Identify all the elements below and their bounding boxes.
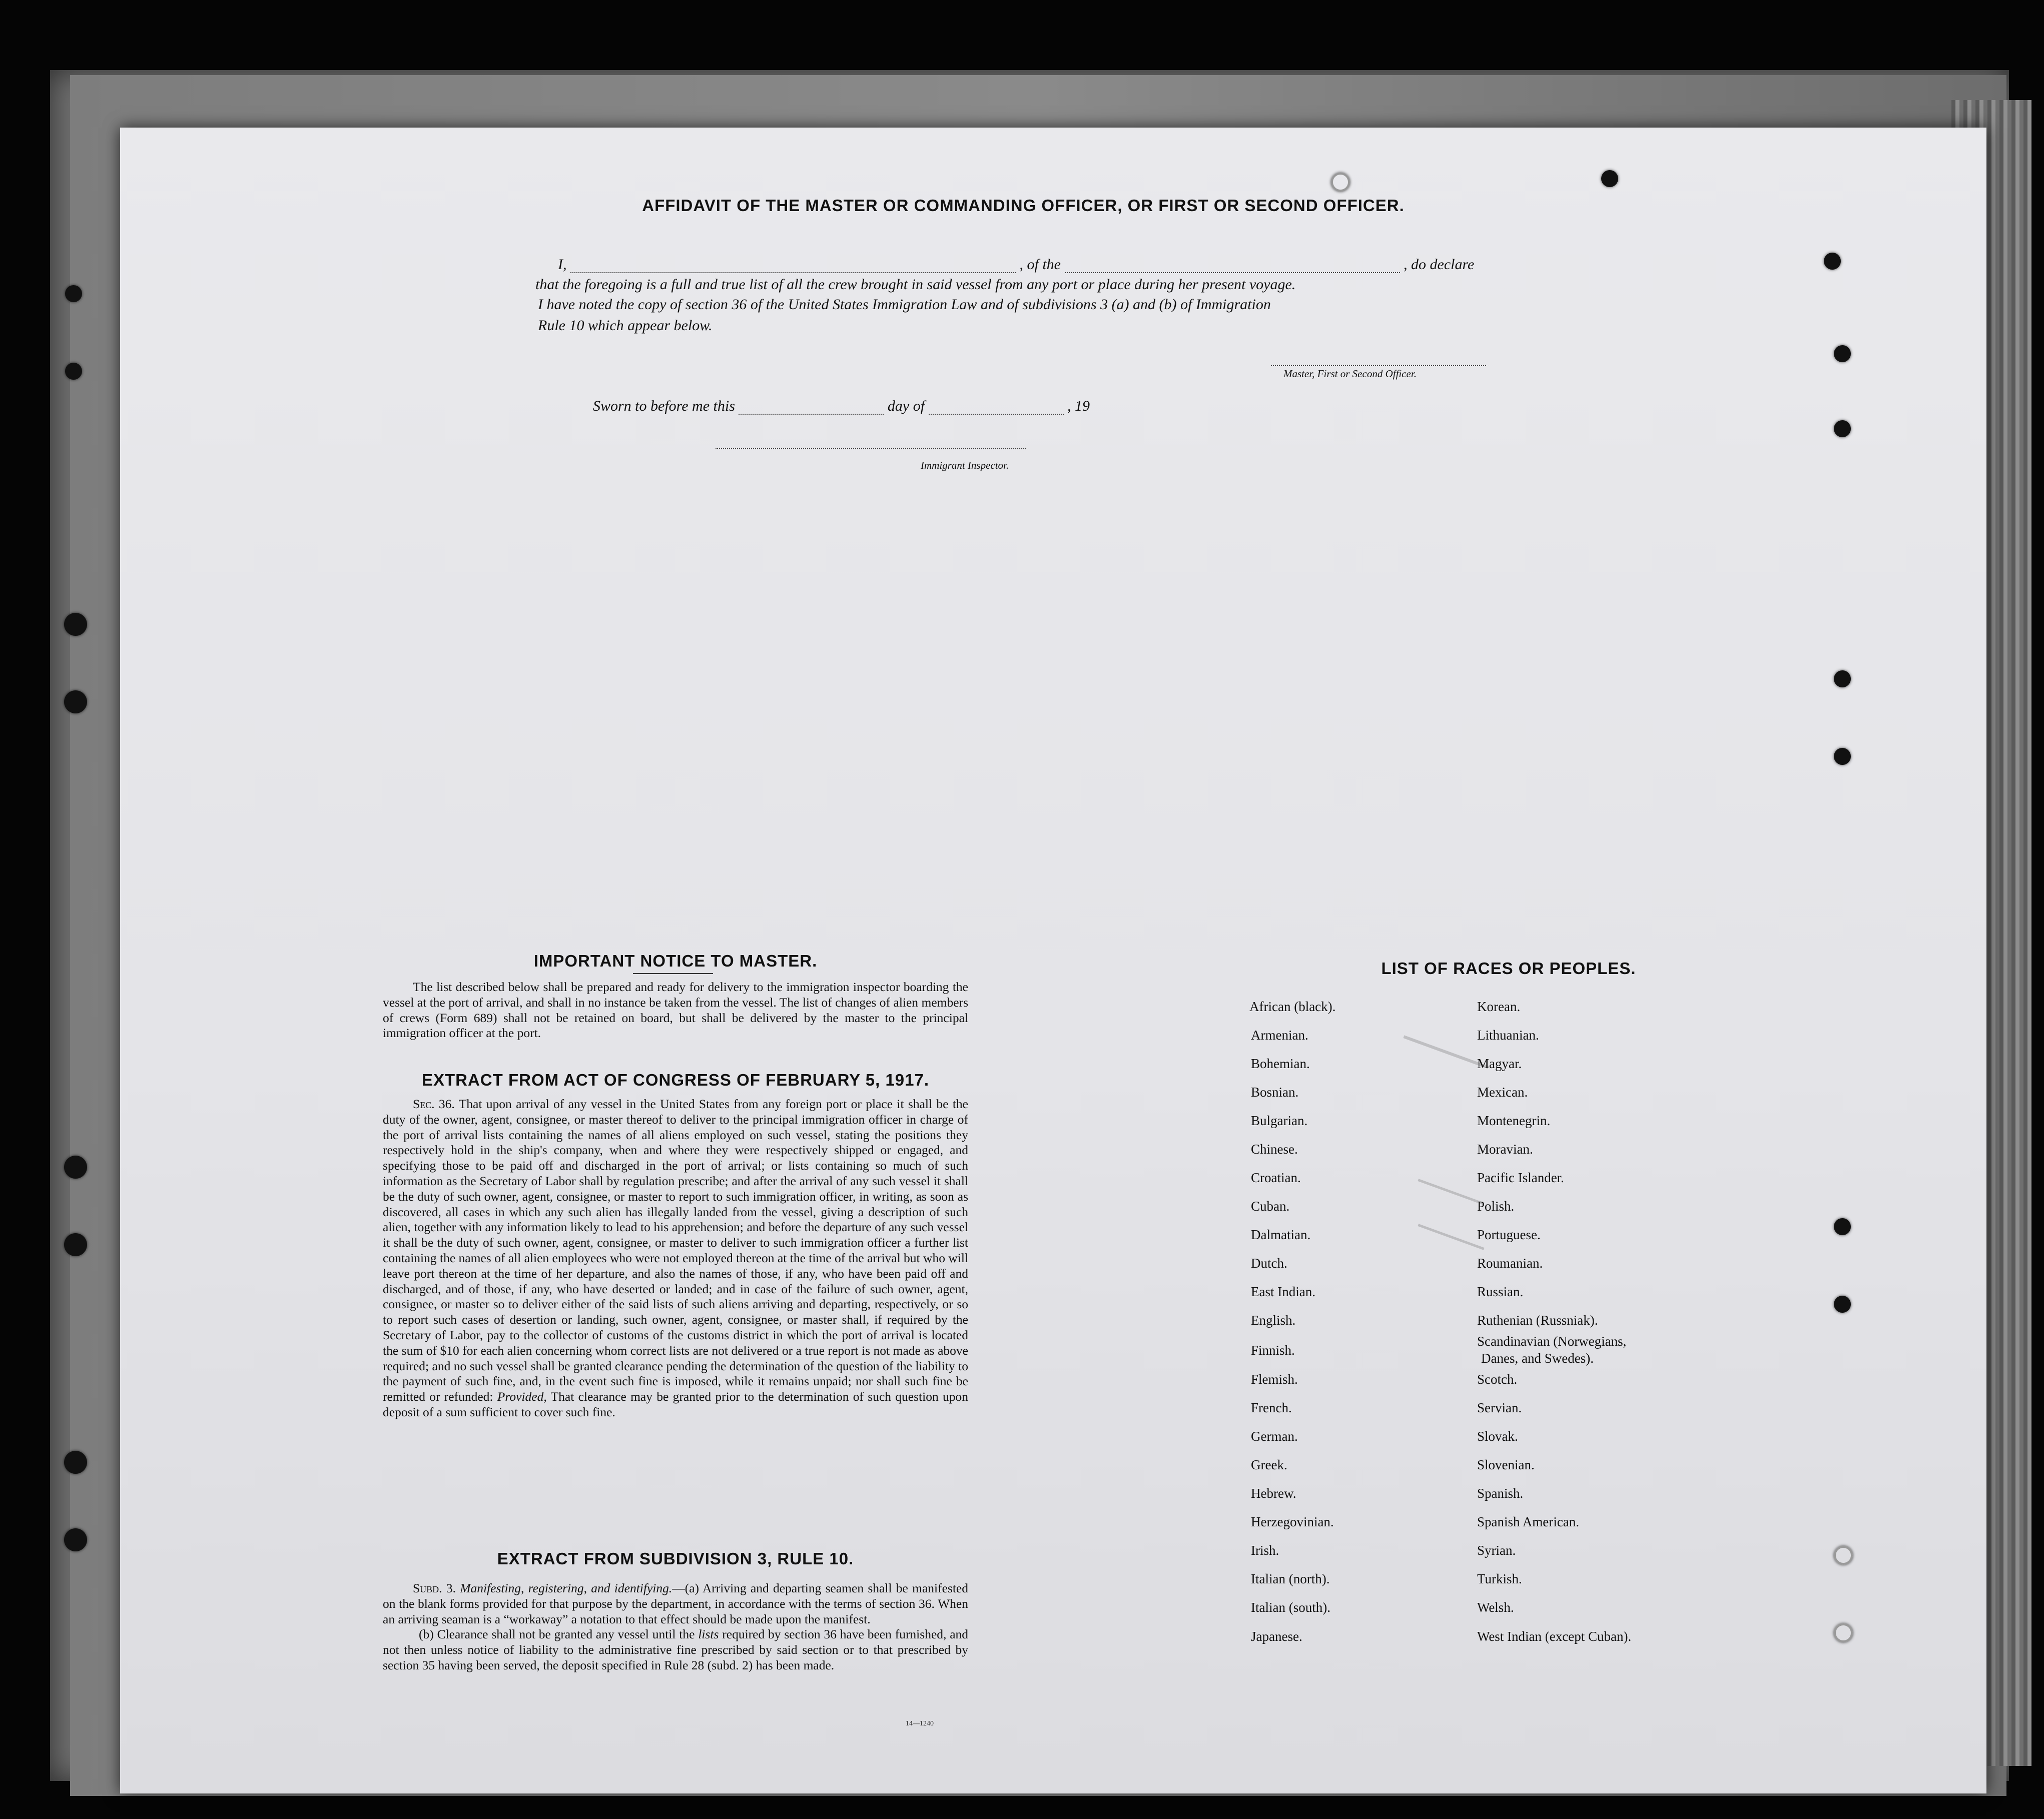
binder-hole-icon [64, 690, 87, 713]
race-item: Spanish American. [1477, 1514, 1579, 1529]
race-item: Slovenian. [1477, 1457, 1535, 1472]
race-item: Montenegrin. [1477, 1113, 1551, 1128]
race-item: Russian. [1477, 1284, 1524, 1299]
affidavit-of-the: , of the [1019, 256, 1061, 273]
act-title: EXTRACT FROM ACT OF CONGRESS OF FEBRUARY 5, 1917. [421, 1071, 930, 1089]
sworn-line [593, 398, 1243, 415]
race-item: West Indian (except Cuban). [1477, 1629, 1632, 1644]
race-item: Turkish. [1477, 1571, 1522, 1586]
race-item: Chinese. [1251, 1142, 1298, 1157]
sworn-month-field[interactable] [929, 414, 1064, 415]
race-item: Pacific Islander. [1477, 1170, 1564, 1185]
race-item: French. [1251, 1400, 1292, 1415]
binder-hole-icon [1834, 670, 1851, 687]
binder-hole-icon [1834, 420, 1851, 437]
race-item: Dalmatian. [1251, 1227, 1311, 1242]
notice-title: IMPORTANT NOTICE TO MASTER. [533, 952, 818, 970]
race-item: Herzegovinian. [1251, 1514, 1334, 1529]
sworn-day-field[interactable] [739, 414, 884, 415]
affidavit-line-2: that the foregoing is a full and true list of all the crew brought in said vessel from any port or place during her present voyage. [535, 276, 1296, 293]
divider [633, 973, 713, 974]
race-item-continuation: Danes, and Swedes). [1481, 1351, 1594, 1366]
form-number: 14—1240 [906, 1720, 934, 1727]
race-item: Moravian. [1477, 1142, 1533, 1157]
race-item: Flemish. [1251, 1372, 1298, 1387]
binder-hole-icon [64, 1156, 87, 1179]
binder-hole-icon [64, 1528, 87, 1551]
affidavit-declare: , do declare [1404, 256, 1475, 273]
master-signature-field[interactable] [1271, 350, 1486, 366]
race-item: Cuban. [1251, 1199, 1290, 1214]
race-item: English. [1251, 1313, 1296, 1328]
race-item: Servian. [1477, 1400, 1522, 1415]
races-title: LIST OF RACES OR PEOPLES. [1381, 959, 1636, 978]
race-item: Welsh. [1477, 1600, 1514, 1615]
rule-body: Subd. 3. Manifesting, registering, and identifying.—(a) Arriving and departing seamen shall be manifested on the blank forms provided for that purpose by the department, in accordance with the terms of section 36. When an arriving seaman is a “workaway” a notation to that effect should be made upon the manifest. (b) Clearance shall not be granted any vessel until the lists required by section 36 have been furnished, and not then unless notice of liability to the administrative fine prescribed by said section or to that prescribed by section 35 having been served, the deposit specified in Rule 28 (subd. 2) has been made. [383, 1581, 969, 1672]
race-item: Italian (south). [1251, 1600, 1330, 1615]
race-item: Dutch. [1251, 1256, 1287, 1271]
race-item: Scandinavian (Norwegians, [1477, 1334, 1627, 1349]
race-item: German. [1251, 1429, 1298, 1444]
binder-hole-icon [64, 613, 87, 636]
rule-title: EXTRACT FROM SUBDIVISION 3, RULE 10. [497, 1549, 854, 1568]
binder-hole-icon [1824, 253, 1841, 270]
race-item: Bosnian. [1251, 1085, 1299, 1100]
race-item: Syrian. [1477, 1543, 1516, 1558]
race-item: Spanish. [1477, 1486, 1524, 1501]
affidavit-title: AFFIDAVIT OF THE MASTER OR COMMANDING OFFICER, OR FIRST OR SECOND OFFICER. [642, 196, 1405, 215]
race-item: African (black). [1249, 999, 1336, 1014]
race-item: Mexican. [1477, 1085, 1528, 1100]
year-text: , 19 [1067, 398, 1090, 414]
master-signature-label: Master, First or Second Officer. [1283, 368, 1417, 380]
race-item: Finnish. [1251, 1343, 1295, 1358]
race-item: Slovak. [1477, 1429, 1518, 1444]
affidavit-line-1 [558, 256, 1509, 273]
binder-hole-icon [65, 363, 82, 380]
act-body: Sec. 36. That upon arrival of any vessel in the United States from any foreign port or place it shall be the duty of the owner, agent, consignee, or master thereof to deliver to the principal immigration officer in charge of the port of arrival lists containing the names of all aliens employed on such vessel, stating the positions they respectively hold in the ship's company, when and where they were respectively shipped or engaged, and specifying those to be paid off and discharged in the port of arrival; or lists containing so much of such information as the Secretary of Labor shall by regulation prescribe; and after the arrival of any such vessel it shall be the duty of such owner, agent, consignee, or master to report to such immigration officer, in writing, as soon as discovered, all cases in which any such alien has illegally landed from the vessel, giving a description of such alien, together with any information likely to lead to his apprehension; and before the departure of any such vessel it shall be the duty of such owner, agent, consignee, or master to deliver to such immigration officer a further list containing the names of all alien employees who were not employed thereon at the time of the arrival but who will leave port thereon at the time of her departure, and also the names of those, if any, who have been paid off and discharged, and of those, if any, who have deserted or landed; and in case of the failure of such owner, agent, consignee, or master so to deliver either of the said lists of such aliens arriving and departing, respectively, or so to report such cases of desertion or landing, such owner, agent, consignee, or master shall, if required by the Secretary of Labor, pay to the collector of customs of the customs district in which the port of arrival is located the sum of $10 for each alien concerning whom correct lists are not delivered or a true report is not made as above required; and no such vessel shall be granted clearance pending the determination of the question of the liability to the payment of such fine, and, in the event such fine is imposed, while it remains unpaid; nor shall such fine be remitted or refunded: Provided, That clearance may be granted prior to the determination of such question upon deposit of a sum sufficient to cover such fine. [383, 1097, 969, 1419]
binder-hole-icon [1834, 1218, 1851, 1235]
binder-hole-icon [64, 1451, 87, 1474]
race-item: Portuguese. [1477, 1227, 1541, 1242]
race-item: Roumanian. [1477, 1256, 1543, 1271]
vessel-name-field[interactable] [1065, 272, 1400, 273]
affidavit-i: I, [558, 256, 567, 273]
binder-hole-icon [1834, 1623, 1853, 1642]
inspector-signature-field[interactable] [716, 435, 1026, 449]
race-item: Italian (north). [1251, 1571, 1330, 1586]
day-of-text: day of [887, 398, 925, 414]
binder-hole-icon [1601, 170, 1618, 187]
binder-hole-icon [64, 1233, 87, 1256]
affidavit-line-3: I have noted the copy of section 36 of the United States Immigration Law and of subdivisions 3 (a) and (b) of Immigration [538, 296, 1271, 313]
sworn-text: Sworn to before me this [593, 398, 735, 414]
inspector-label: Immigrant Inspector. [921, 459, 1009, 471]
race-item: Polish. [1477, 1199, 1515, 1214]
race-item: Greek. [1251, 1457, 1287, 1472]
master-name-field[interactable] [570, 272, 1016, 273]
race-item: Hebrew. [1251, 1486, 1296, 1501]
race-item: East Indian. [1251, 1284, 1315, 1299]
binder-hole-icon [1331, 173, 1350, 192]
binder-hole-icon [65, 285, 82, 302]
race-item: Korean. [1477, 999, 1521, 1014]
binder-hole-icon [1834, 1296, 1851, 1313]
race-item: Japanese. [1251, 1629, 1302, 1644]
race-item: Lithuanian. [1477, 1028, 1539, 1043]
race-item: Ruthenian (Russniak). [1477, 1313, 1598, 1328]
race-item: Irish. [1251, 1543, 1279, 1558]
binder-hole-icon [1834, 1546, 1853, 1565]
race-item: Croatian. [1251, 1170, 1301, 1185]
race-item: Bulgarian. [1251, 1113, 1308, 1128]
binder-hole-icon [1834, 748, 1851, 765]
race-item: Scotch. [1477, 1372, 1518, 1387]
affidavit-line-4: Rule 10 which appear below. [538, 317, 713, 334]
binder-hole-icon [1834, 345, 1851, 362]
race-item: Armenian. [1251, 1028, 1308, 1043]
notice-body: The list described below shall be prepared and ready for delivery to the immigration inspector boarding the vessel at the port of arrival, and shall in no instance be taken from the vessel. The list of changes of alien members of crews (Form 689) shall not be retained on board, but shall be delivered by the master to the principal immigration officer at the port. [383, 980, 968, 1041]
race-item: Bohemian. [1251, 1056, 1310, 1071]
race-item: Magyar. [1477, 1056, 1522, 1071]
